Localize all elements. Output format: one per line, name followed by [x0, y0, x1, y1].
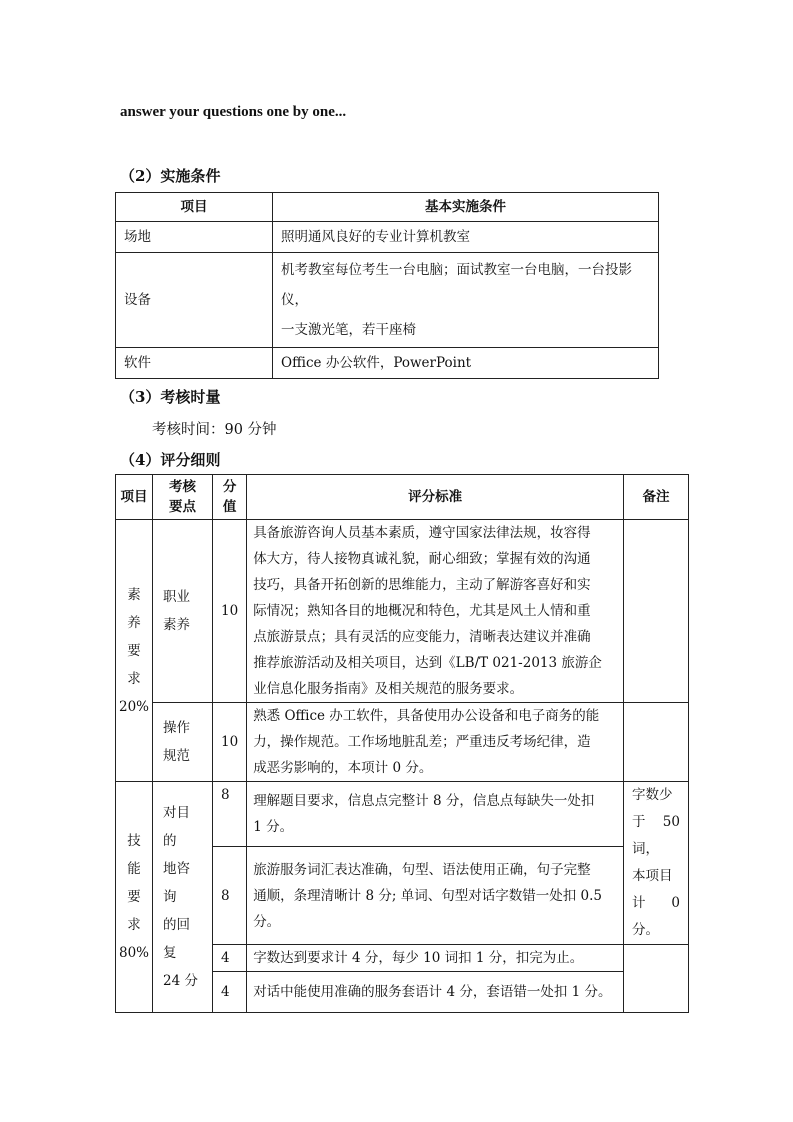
table-header-row — [116, 193, 659, 222]
criteria-text: 理解题目要求，信息点完整计 8 分，信息点每缺失一处扣 1 分。 — [247, 782, 624, 847]
header-points: 考核 要点 — [153, 475, 213, 520]
row-conditions: Office 办公软件，PowerPoint — [273, 348, 659, 379]
note-cell — [624, 520, 689, 703]
row-item: 设备 — [116, 253, 273, 348]
section-heading-scoring: （4）评分细则 — [120, 451, 221, 469]
score-value: 10 — [213, 703, 247, 782]
table-row — [116, 782, 689, 847]
note-cell: 字数少 于 50 词， 本项目 计 0 分。 — [624, 782, 689, 945]
point-professional-quality: 职业 素养 — [153, 520, 213, 703]
header-item: 项目 — [116, 475, 153, 520]
scoring-table — [115, 474, 689, 1013]
table-row — [116, 348, 659, 379]
criteria-text: 旅游服务词汇表达准确，句型、语法使用正确，句子完整 通顺，条理清晰计 8 分; 单词、句型对话字数错一处扣 0.5 分。 — [247, 847, 624, 945]
point-consultation-reply: 对目的 地咨询 的回复 24 分 — [153, 782, 213, 1013]
section-heading-duration: （3）考核时量 — [120, 388, 221, 406]
row-item: 软件 — [116, 348, 273, 379]
score-value: 4 — [213, 945, 247, 972]
header-note: 备注 — [624, 475, 689, 520]
criteria-text: 字数达到要求计 4 分，每少 10 词扣 1 分，扣完为止。 — [247, 945, 624, 972]
conditions-table — [115, 192, 659, 379]
table-row — [116, 222, 659, 253]
intro-text: answer your questions one by one... — [120, 104, 347, 120]
note-cell-empty — [624, 945, 689, 1013]
table-row — [116, 253, 659, 348]
table-row — [116, 520, 689, 703]
score-value: 10 — [213, 520, 247, 703]
note-cell — [624, 703, 689, 782]
score-value: 8 — [213, 782, 247, 847]
criteria-text: 具备旅游咨询人员基本素质，遵守国家法律法规，妆容得 体大方，待人接物真诚礼貌，耐心细致；掌握有效的沟通 技巧，具备开拓创新的思维能力，主动了解游客喜好和实 际情况；熟知各目的地概况和特色，尤其是风土人情和重 点旅游景点；具有灵活的应变能力，清晰表达建议并准确 推荐旅游活动及相关项目，达到《LB/T 021-2013 旅游企 业信息化服务指南》及相关规范的服务要求。 — [247, 520, 624, 703]
point-operation-standard: 操作 规范 — [153, 703, 213, 782]
header-item: 项目 — [116, 193, 273, 222]
header-score: 分 值 — [213, 475, 247, 520]
header-criteria: 评分标准 — [247, 475, 624, 520]
row-item: 场地 — [116, 222, 273, 253]
row-conditions: 照明通风良好的专业计算机教室 — [273, 222, 659, 253]
score-value: 4 — [213, 972, 247, 1013]
table-header-row — [116, 475, 689, 520]
section-heading-conditions: （2）实施条件 — [120, 167, 221, 185]
score-value: 8 — [213, 847, 247, 945]
row-conditions: 机考教室每位考生一台电脑；面试教室一台电脑，一台投影仪， 一支激光笔，若干座椅 — [273, 253, 659, 348]
item-quality-requirement: 素 养 要 求 20% — [116, 520, 153, 782]
table-row — [116, 703, 689, 782]
exam-time-text: 考核时间：90 分钟 — [152, 422, 277, 438]
criteria-text: 熟悉 Office 办工软件，具备使用办公设备和电子商务的能 力，操作规范。工作场地脏乱差；严重违反考场纪律，造 成恶劣影响的，本项计 0 分。 — [247, 703, 624, 782]
criteria-text: 对话中能使用准确的服务套语计 4 分，套语错一处扣 1 分。 — [247, 972, 624, 1013]
header-conditions: 基本实施条件 — [273, 193, 659, 222]
item-skill-requirement: 技 能 要 求 80% — [116, 782, 153, 1013]
